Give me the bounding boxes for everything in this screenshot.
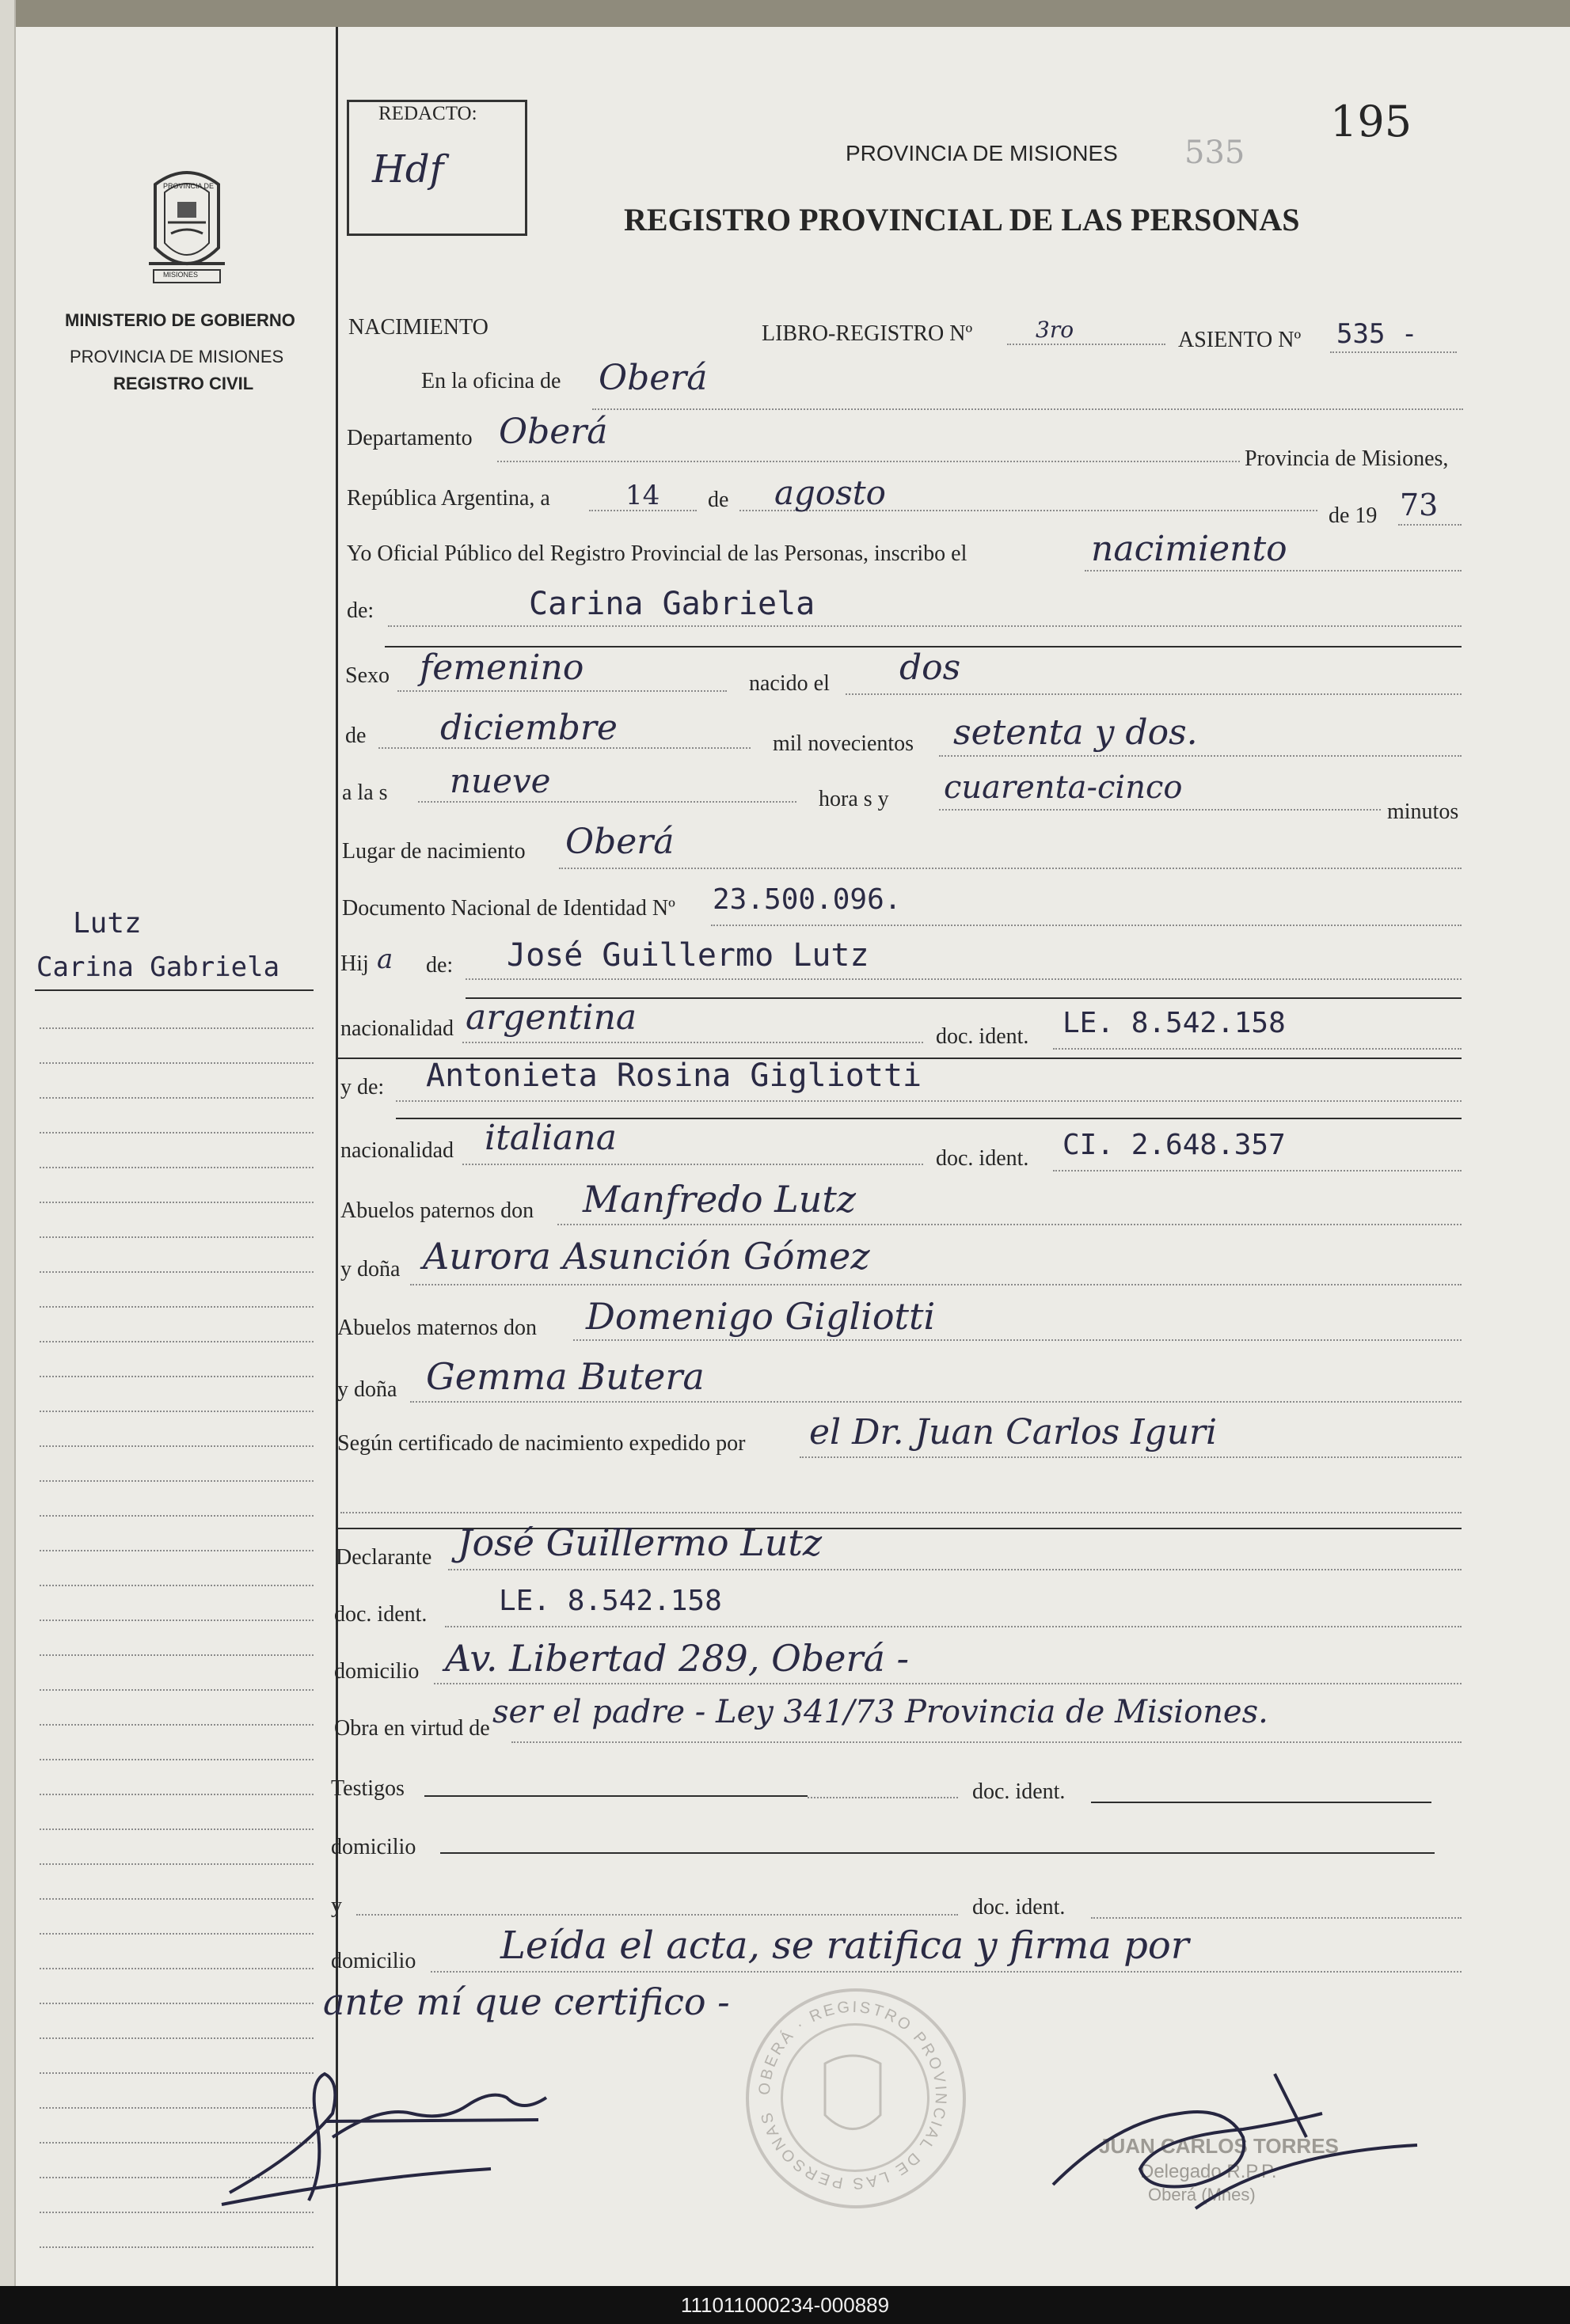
decl-doc-value: LE. 8.542.158 <box>499 1585 722 1617</box>
margin-line <box>40 1828 314 1830</box>
margin-line <box>40 1236 314 1238</box>
official-place: Oberá (Mnes) <box>1148 2185 1256 2204</box>
province-title: PROVINCIA DE MISIONES <box>846 141 1118 165</box>
abuelos-pat-label: Abuelos paternos don <box>340 1198 534 1223</box>
decl-doc-label: doc. ident. <box>334 1602 428 1627</box>
asiento-label: ASIENTO Nº <box>1178 328 1302 352</box>
nacido-line <box>846 693 1462 695</box>
obra-value: ser el padre - Ley 341/73 Provincia de Misiones. <box>492 1694 1268 1730</box>
margin-line <box>40 1132 314 1134</box>
abuelo-mat-value: Domenigo Gigliotti <box>586 1295 936 1338</box>
abuela-pat-value: Aurora Asunción Gómez <box>423 1235 870 1278</box>
margin-line <box>40 1097 314 1099</box>
testigo-1-line <box>424 1795 808 1797</box>
abuelo-pat-line <box>557 1224 1462 1225</box>
declarante-line <box>448 1569 1462 1570</box>
margin-given-names: Carina Gabriela <box>36 951 280 983</box>
y-label: y <box>331 1893 342 1918</box>
sexo-label: Sexo <box>345 663 390 688</box>
testigo-1-domicilio-label: domicilio <box>331 1835 416 1859</box>
dni-label: Documento Nacional de Identidad Nº <box>342 896 675 921</box>
yde-label: y de: <box>340 1075 385 1099</box>
testigo-1-dots <box>808 1797 958 1798</box>
hija-suffix: a <box>377 944 393 975</box>
abuelo-mat-line <box>573 1339 1462 1341</box>
margin-line <box>40 1202 314 1203</box>
padre-nac-label: nacionalidad <box>340 1016 454 1041</box>
oficina-line <box>592 408 1463 410</box>
margin-line <box>40 1550 314 1551</box>
official-name: JUAN CARLOS TORRES <box>1099 2134 1339 2158</box>
testigo-1-doc-line <box>1091 1802 1431 1803</box>
de-nombre-label: de: <box>347 598 374 623</box>
minutos-value: cuarenta-cinco <box>944 769 1183 806</box>
margin-line <box>40 1062 314 1064</box>
margin-line <box>40 1027 314 1029</box>
registry-title: REGISTRO PROVINCIAL DE LAS PERSONAS <box>624 202 1300 237</box>
margin-line <box>40 1724 314 1726</box>
margin-line <box>40 1654 314 1656</box>
padre-line <box>466 978 1462 980</box>
testigo-2-doc-line <box>1091 1917 1462 1919</box>
abuela-mat-value: Gemma Butera <box>426 1355 705 1398</box>
anio-nac-value: setenta y dos. <box>953 712 1198 753</box>
obra-line <box>511 1741 1462 1743</box>
madre-doc-value: CI. 2.648.357 <box>1063 1129 1286 1161</box>
anio-line <box>1398 524 1462 526</box>
oficina-value: Oberá <box>599 358 708 398</box>
madre-nac-line <box>462 1164 923 1165</box>
margin-line <box>40 1306 314 1308</box>
inscribo-value: nacimiento <box>1091 529 1287 569</box>
declarant-signature <box>206 2034 602 2224</box>
redacto-initials: Hdf <box>372 147 444 192</box>
nombre-value: Carina Gabriela <box>529 586 815 622</box>
segun-label: Según certificado de nacimiento expedido por <box>337 1431 746 1456</box>
lugar-value: Oberá <box>565 822 675 862</box>
province-seal-icon <box>139 161 234 287</box>
departamento-line <box>497 461 1240 462</box>
seal-caption-bottom: MISIONES <box>163 271 199 279</box>
hora-line <box>418 801 796 803</box>
ministry-province: PROVINCIA DE MISIONES <box>70 347 284 366</box>
abuela-mat-line <box>410 1401 1462 1403</box>
libro-value: 3ro <box>1036 317 1074 343</box>
civil-registry: REGISTRO CIVIL <box>113 374 254 393</box>
departamento-value: Oberá <box>499 412 608 452</box>
ministry-name: MINISTERIO DE GOBIERNO <box>65 310 295 330</box>
testigo-1-domicilio-line <box>440 1852 1435 1854</box>
testigo-1-doc-label: doc. ident. <box>972 1779 1066 1804</box>
padre-nac-value: argentina <box>466 997 637 1038</box>
hija-de-label: de: <box>426 953 454 978</box>
hora-value: nueve <box>450 761 551 800</box>
ydona-pat-label: y doña <box>340 1257 401 1282</box>
ydona-mat-label: y doña <box>337 1377 397 1402</box>
margin-name-rule <box>35 989 314 991</box>
mil-label: mil novecientos <box>773 731 914 756</box>
image-id-footer: 111011000234-000889 <box>0 2286 1570 2324</box>
margin-line <box>40 1794 314 1795</box>
padre-nac-line <box>462 1042 923 1043</box>
declarante-label: Declarante <box>336 1545 432 1570</box>
sexo-value: femenino <box>420 647 584 688</box>
testigo-2-domicilio-line <box>431 1971 1462 1973</box>
asiento-line <box>1330 351 1457 353</box>
segun-value: el Dr. Juan Carlos Iguri <box>809 1412 1218 1452</box>
anio-nac-line <box>939 755 1462 757</box>
dia-value: 14 <box>625 480 660 511</box>
top-strip <box>0 0 1570 27</box>
official-title: Delegado R.P.P. <box>1140 2161 1277 2182</box>
abuelos-mat-label: Abuelos maternos don <box>337 1316 537 1340</box>
margin-line <box>40 2003 314 2004</box>
margin-line <box>40 1341 314 1342</box>
nacido-label: nacido el <box>749 671 830 696</box>
margin-rule <box>336 27 338 2286</box>
departamento-label: Departamento <box>347 426 473 450</box>
leida-text: Leída el acta, se ratifica y firma por <box>500 1923 1189 1968</box>
de2-label: de <box>345 723 367 748</box>
hora-label: hora s y <box>819 787 889 811</box>
left-edge <box>0 0 16 2286</box>
margin-line <box>40 1689 314 1691</box>
dni-value: 23.500.096. <box>713 883 902 916</box>
margin-line <box>40 1585 314 1586</box>
domicilio-value: Av. Libertad 289, Oberá - <box>445 1637 910 1680</box>
margin-surname: Lutz <box>73 907 142 940</box>
madre-value: Antonieta Rosina Gigliotti <box>426 1058 922 1094</box>
padre-value: José Guillermo Lutz <box>507 937 869 974</box>
testigos-label: Testigos <box>331 1776 405 1801</box>
asiento-value: 535 - <box>1336 318 1418 350</box>
round-stamp-text-icon <box>746 1988 960 2202</box>
domicilio-line <box>434 1683 1462 1684</box>
margin-line <box>40 1759 314 1760</box>
margin-line <box>40 1445 314 1447</box>
margin-line <box>40 1411 314 1412</box>
republica-label: República Argentina, a <box>347 486 550 511</box>
oficina-label: En la oficina de <box>421 369 561 393</box>
madre-doc-label: doc. ident. <box>936 1146 1029 1171</box>
declarante-value: José Guillermo Lutz <box>458 1521 823 1564</box>
madre-doc-line <box>1053 1170 1462 1171</box>
testigo-2-domicilio-label: domicilio <box>331 1949 416 1973</box>
margin-line <box>40 1376 314 1377</box>
margin-line <box>40 1271 314 1273</box>
record-type: NACIMIENTO <box>348 315 488 340</box>
abuela-pat-line <box>410 1284 1462 1285</box>
abuelo-pat-value: Manfredo Lutz <box>583 1178 857 1221</box>
provincia-label: Provincia de Misiones, <box>1245 446 1449 471</box>
margin-line <box>40 1863 314 1865</box>
margin-line <box>40 1968 314 1969</box>
leida-text-2: ante mí que certifico - <box>323 1980 730 2023</box>
sexo-line <box>397 690 727 692</box>
redacto-label: REDACTO: <box>378 103 477 124</box>
minutos-line <box>939 809 1381 811</box>
madre-nac-value: italiana <box>485 1118 617 1158</box>
hija-label: Hij <box>340 951 369 976</box>
margin-line <box>40 1898 314 1900</box>
dni-line <box>711 925 1462 926</box>
alas-label: a la s <box>342 780 388 805</box>
testigo-2-line <box>356 1914 958 1916</box>
obra-label: Obra en virtud de <box>334 1716 490 1741</box>
segun-line-2 <box>340 1512 1462 1513</box>
margin-line <box>40 1167 314 1168</box>
inscribo-line <box>1085 570 1462 572</box>
libro-line <box>1007 344 1165 345</box>
domicilio-label: domicilio <box>334 1659 420 1684</box>
padre-doc-label: doc. ident. <box>936 1024 1029 1049</box>
margin-line <box>40 1620 314 1621</box>
margin-line <box>40 1515 314 1517</box>
page-number: 195 <box>1330 97 1412 146</box>
de-label: de <box>708 488 729 512</box>
madre-nac-label: nacionalidad <box>340 1138 454 1163</box>
svg-text:OBERÁ · REGISTRO PROVINCIAL DE: OBERÁ · REGISTRO PROVINCIAL DE LAS PERSONAS <box>755 1998 950 2193</box>
padre-doc-line <box>1053 1048 1462 1050</box>
testigo-2-doc-label: doc. ident. <box>972 1895 1066 1920</box>
margin-line <box>40 1933 314 1935</box>
pencil-number: 535 <box>1184 135 1245 171</box>
margin-line <box>40 2246 314 2248</box>
libro-label: LIBRO-REGISTRO Nº <box>762 321 973 346</box>
segun-line <box>800 1456 1462 1458</box>
minutos-label: minutos <box>1387 799 1459 824</box>
decl-doc-line <box>445 1626 1462 1627</box>
oficial-text: Yo Oficial Público del Registro Provincial de las Personas, inscribo el <box>347 541 967 566</box>
seal-caption-top: PROVINCIA DE <box>163 182 215 190</box>
margin-line <box>40 1480 314 1482</box>
mes-nac-value: diciembre <box>440 708 618 748</box>
anio-value: 73 <box>1400 488 1439 522</box>
padre-doc-value: LE. 8.542.158 <box>1063 1007 1286 1039</box>
mes-value: agosto <box>774 473 886 512</box>
lugar-line <box>559 868 1462 869</box>
official-signature <box>1037 2026 1433 2216</box>
lugar-label: Lugar de nacimiento <box>342 839 526 864</box>
nacido-value: dos <box>899 647 961 688</box>
madre-line <box>396 1100 1462 1102</box>
nombre-line <box>388 625 1462 627</box>
anio-label: de 19 <box>1329 503 1378 528</box>
